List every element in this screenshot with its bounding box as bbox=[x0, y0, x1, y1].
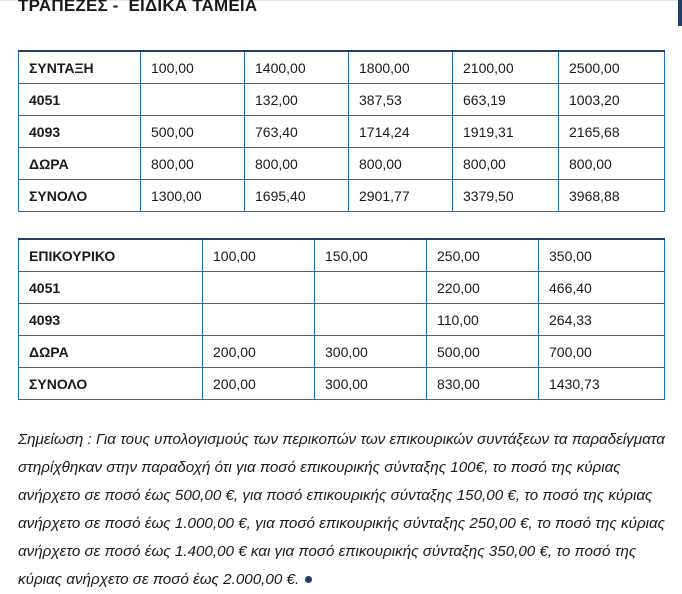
table-cell: 2500,00 bbox=[559, 51, 665, 84]
table-cell: 800,00 bbox=[245, 148, 349, 180]
table-cell: 100,00 bbox=[203, 239, 315, 272]
table-cell bbox=[141, 84, 245, 116]
table-cell: 132,00 bbox=[245, 84, 349, 116]
row-label: ΣΥΝΟΛΟ bbox=[19, 368, 203, 400]
note-text: Σημείωση : Για τους υπολογισμούς των περικοπών των επικουρικών συντάξεων τα παραδείγματα στηρίχθηκαν στην παραδοχή ότι για ποσό επικουρικής σύνταξης 100€, το ποσό της κύριας ανήρχετο σε ποσό έως 500,00 €, για ποσό επικουρικής σύνταξης 150,00 €, το ποσό της κύριας ανήρχετο σε ποσό έως 1.000,00 €, για ποσό επικουρικής σύνταξης 250,00 €, το ποσό της κύριας ανήρχετο σε ποσό έως 1.400,00 € και για ποσό επικουρικής σύνταξης 350,00 €, το ποσό της κύριας ανήρχετο σε ποσό έως 2.000,00 €. bbox=[18, 431, 666, 588]
table-cell: 2165,68 bbox=[559, 116, 665, 148]
table-cell: 800,00 bbox=[559, 148, 665, 180]
table-row bbox=[19, 51, 665, 84]
table-cell: 264,33 bbox=[539, 304, 665, 336]
table-cell bbox=[315, 304, 427, 336]
table-cell: 1800,00 bbox=[349, 51, 453, 84]
table-row bbox=[19, 304, 665, 336]
table-cell: 110,00 bbox=[427, 304, 539, 336]
table-cell: 500,00 bbox=[141, 116, 245, 148]
pension-table bbox=[18, 50, 665, 212]
table-row bbox=[19, 336, 665, 368]
table-cell: 800,00 bbox=[349, 148, 453, 180]
row-label: 4051 bbox=[19, 84, 141, 116]
table-cell: 663,19 bbox=[453, 84, 559, 116]
table-cell: 350,00 bbox=[539, 239, 665, 272]
auxiliary-pension-table bbox=[18, 238, 665, 400]
table-cell: 3379,50 bbox=[453, 180, 559, 212]
table-cell: 830,00 bbox=[427, 368, 539, 400]
table-cell: 1430,73 bbox=[539, 368, 665, 400]
table-cell: 500,00 bbox=[427, 336, 539, 368]
table-cell: 700,00 bbox=[539, 336, 665, 368]
table-cell: 250,00 bbox=[427, 239, 539, 272]
row-label: 4051 bbox=[19, 272, 203, 304]
table-cell: 1714,24 bbox=[349, 116, 453, 148]
row-label: 4093 bbox=[19, 116, 141, 148]
table-cell: 1695,40 bbox=[245, 180, 349, 212]
row-label: ΕΠΙΚΟΥΡΙΚΟ bbox=[19, 239, 203, 272]
table-row bbox=[19, 239, 665, 272]
row-label: ΣΥΝΟΛΟ bbox=[19, 180, 141, 212]
table-cell: 1003,20 bbox=[559, 84, 665, 116]
table-row bbox=[19, 116, 665, 148]
table-cell: 800,00 bbox=[453, 148, 559, 180]
row-label: ΔΩΡΑ bbox=[19, 336, 203, 368]
scroll-accent-bar bbox=[678, 0, 682, 26]
table-cell: 466,40 bbox=[539, 272, 665, 304]
table-row bbox=[19, 180, 665, 212]
row-label: ΔΩΡΑ bbox=[19, 148, 141, 180]
table-row bbox=[19, 148, 665, 180]
bullet-dot-icon bbox=[305, 576, 312, 583]
note-paragraph bbox=[18, 426, 668, 594]
table-cell: 3968,88 bbox=[559, 180, 665, 212]
table-cell: 300,00 bbox=[315, 336, 427, 368]
row-label: 4093 bbox=[19, 304, 203, 336]
table-row bbox=[19, 84, 665, 116]
table-cell bbox=[203, 304, 315, 336]
table-cell: 200,00 bbox=[203, 368, 315, 400]
table-cell bbox=[315, 272, 427, 304]
table-cell: 387,53 bbox=[349, 84, 453, 116]
table-cell: 800,00 bbox=[141, 148, 245, 180]
table-cell: 1300,00 bbox=[141, 180, 245, 212]
table-cell: 220,00 bbox=[427, 272, 539, 304]
table-row bbox=[19, 368, 665, 400]
table-cell: 1400,00 bbox=[245, 51, 349, 84]
table-cell: 763,40 bbox=[245, 116, 349, 148]
table-cell: 1919,31 bbox=[453, 116, 559, 148]
table-cell: 200,00 bbox=[203, 336, 315, 368]
row-label: ΣΥΝΤΑΞΗ bbox=[19, 51, 141, 84]
table-cell: 2901,77 bbox=[349, 180, 453, 212]
table-cell: 150,00 bbox=[315, 239, 427, 272]
table-cell: 2100,00 bbox=[453, 51, 559, 84]
table-cell: 300,00 bbox=[315, 368, 427, 400]
table-cell bbox=[203, 272, 315, 304]
section-heading: ΤΡΑΠΕΖΕΣ - ΕΙΔΙΚΑ ΤΑΜΕΙΑ bbox=[18, 0, 258, 15]
table-cell: 100,00 bbox=[141, 51, 245, 84]
table-row bbox=[19, 272, 665, 304]
